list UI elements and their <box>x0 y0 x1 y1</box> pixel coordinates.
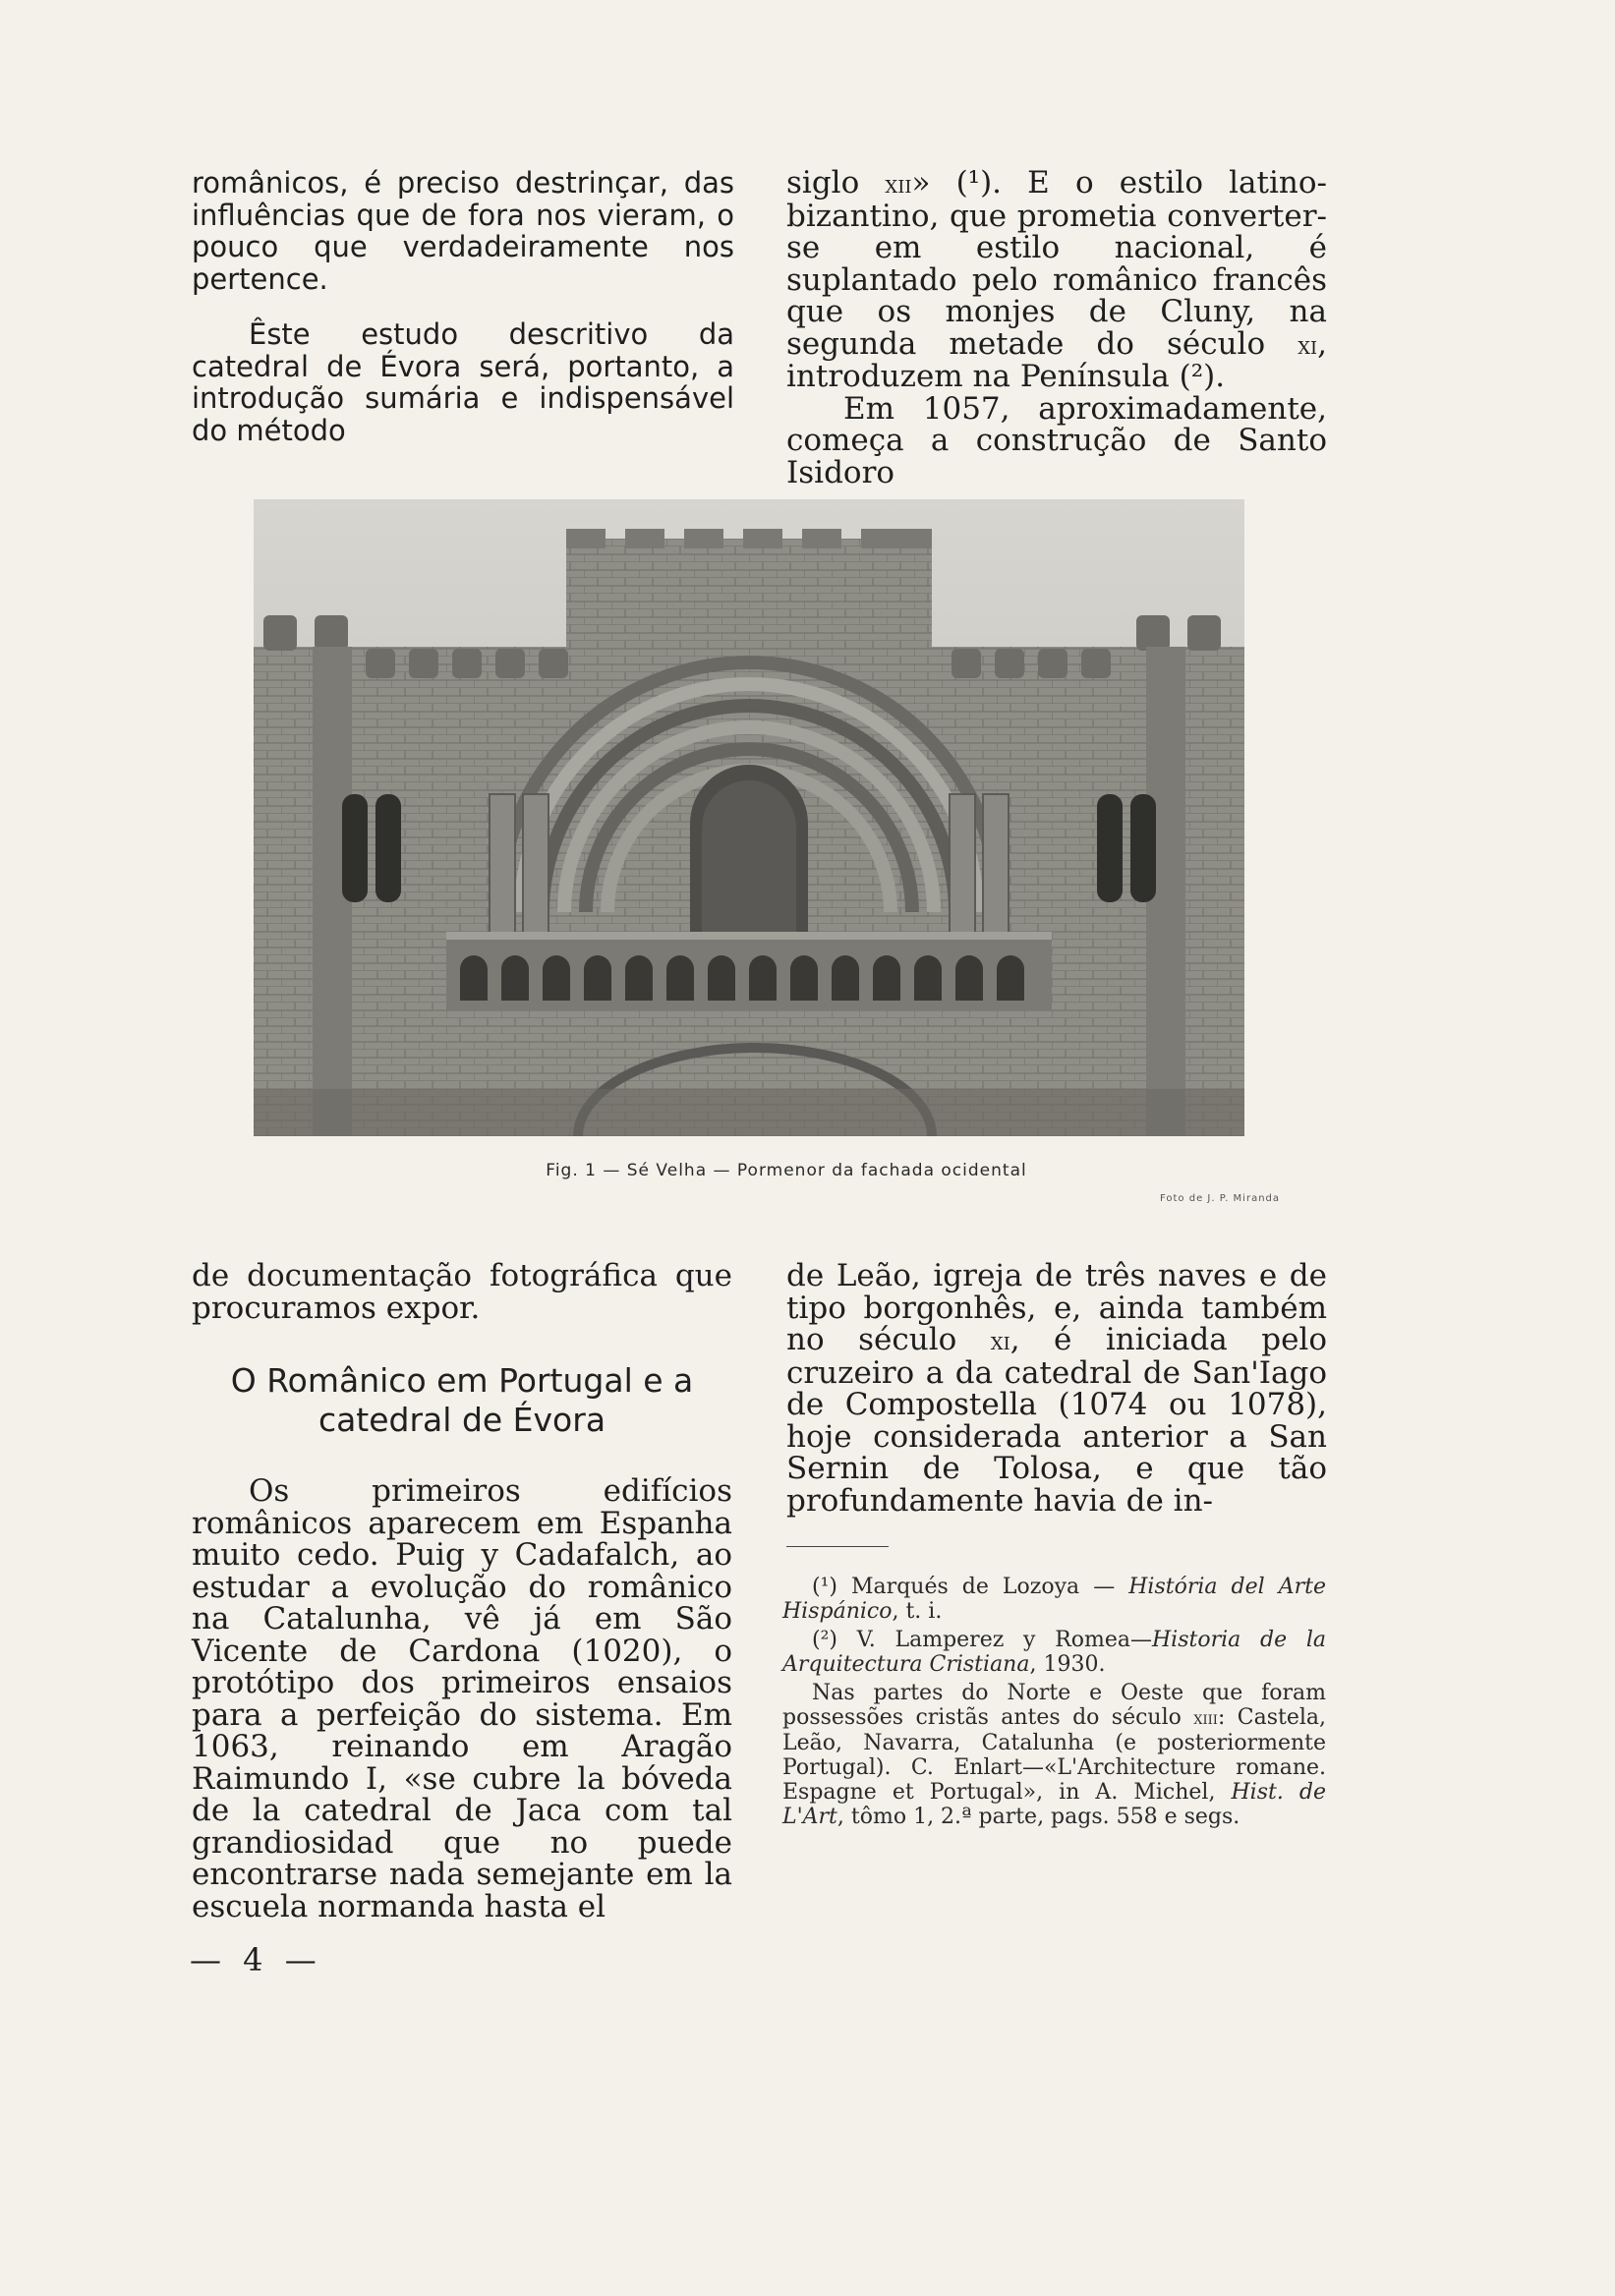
paragraph-primeiros-edificios: Os primeiros edifícios românicos aparecem em Espanha muito cedo. Puig y Cadafalch, ao estudar a evolução do românico na Catalunha, vê já em São Vicente de Cardona (1020), o protótipo dos primeiros ensaios para a perfeição do sistema. Em 1063, reinando em Aragão Raimundo I, «se cubre la bóveda de la catedral de Jaca com tal grandiosidad que no puede encontrarse nada semejante em la escuela normanda hasta el <box>192 1473 732 1924</box>
cathedral-facade-photo <box>254 499 1244 1136</box>
footnote-divider <box>786 1546 889 1547</box>
bottom-left-column <box>192 1260 732 1923</box>
bottom-right-column <box>786 1260 1327 1517</box>
footnote-1: (¹) Marqués de Lozoya — História del Arte Hispánico, t. i. <box>782 1575 1326 1624</box>
paragraph-cluny: siglo xii» (¹). E o estilo latino-bizantino, que prometia converter-se em estilo nacional, é suplantado pelo românico francês que os monjes de Cluny, na segunda metade do século xi, introduzem na Península (²). <box>786 165 1328 394</box>
footnote-2-continued: Nas partes do Norte e Oeste que foram possessões cristãs antes do século xiii: Castela, Leão, Navarra, Catalunha (e posteriormente Portugal). C. Enlart—«L'Architecture romane. Espagne et Portugal», in A. Michel, Hist. de L'Art, tômo 1, 2.ª parte, pags. 558 e segs. <box>782 1681 1326 1829</box>
paragraph-intro-end: românicos, é preciso destrinçar, das influências que de fora nos vieram, o pouco que verdadeiramente nos pertence. <box>192 166 734 296</box>
photo-credit: Foto de J. P. Miranda <box>1160 1193 1281 1204</box>
footnote-2: (²) V. Lamperez y Romea—Historia de la Arquitectura Cristiana, 1930. <box>782 1628 1326 1677</box>
page-number: — 4 — <box>190 1941 322 1979</box>
paragraph-method: Êste estudo descritivo da catedral de Évora será, portanto, a introdução sumária e indispensável do método <box>192 317 734 447</box>
section-heading: O Românico em Portugal e a catedral de Évora <box>230 1361 694 1439</box>
paragraph-santo-isidoro: Em 1057, aproximadamente, começa a construção de Santo Isidoro <box>786 390 1327 490</box>
footnotes <box>782 1575 1326 1833</box>
top-left-column <box>192 167 734 446</box>
paragraph-documentacao: de documentação fotográfica que procuramos expor. <box>192 1258 732 1326</box>
figure-caption: Fig. 1 — Sé Velha — Pormenor da fachada ocidental <box>546 1161 1027 1180</box>
top-right-column <box>786 167 1327 488</box>
paragraph-leao: de Leão, igreja de três naves e de tipo borgonhês, e, ainda também no século xi, é iniciada pelo cruzeiro a da catedral de San'Iago de Compostella (1074 ou 1078), hoje considerada anterior a San Sernin de Tolosa, e que tão profundamente havia de in- <box>786 1258 1327 1519</box>
